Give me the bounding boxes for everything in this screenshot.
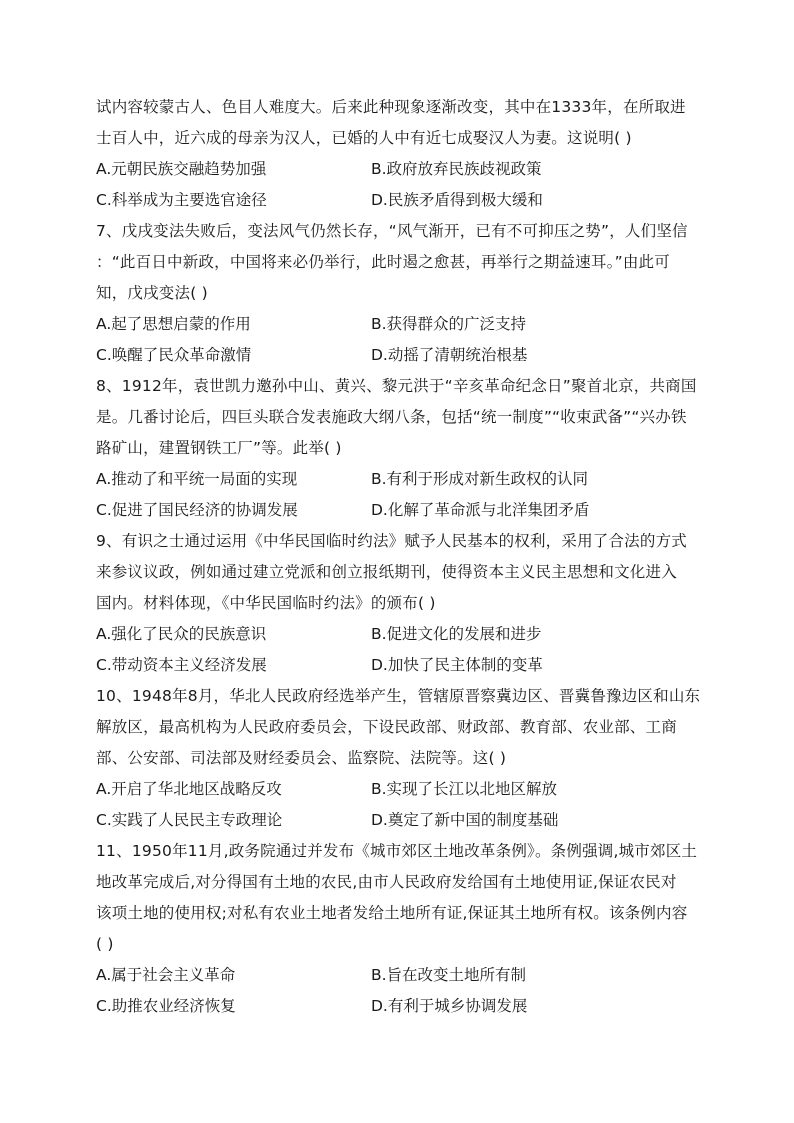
options-row [96,774,702,805]
option-a[interactable]: A.开启了华北地区战略反攻 [96,780,282,798]
option-b[interactable]: B.实现了长江以北地区解放 [371,780,558,798]
options-row [96,805,702,836]
option-d[interactable]: D.化解了革命派与北洋集团矛盾 [371,501,590,519]
options-row [96,340,702,371]
question-list [96,92,702,1022]
option-c[interactable]: C.唤醒了民众革命激情 [96,346,252,364]
option-b[interactable]: B.政府放弃民族歧视政策 [371,160,542,178]
option-a[interactable]: A.属于社会主义革命 [96,966,236,984]
options-row [96,619,702,650]
question-text-line: 解放区，最高机构为人民政府委员会，下设民政部、财政部、教育部、农业部、工商 [96,718,677,736]
question-text-line: 地改革完成后,对分得国有土地的农民,由市人民政府发给国有土地使用证,保证农民对 [96,873,677,891]
option-b[interactable]: B.促进文化的发展和进步 [371,625,542,643]
option-d[interactable]: D.有利于城乡协调发展 [371,997,528,1015]
option-d[interactable]: D.加快了民主体制的变革 [371,656,543,674]
option-d[interactable]: D.民族矛盾得到极大缓和 [371,191,543,209]
option-c[interactable]: C.助推农业经济恢复 [96,997,236,1015]
question-text-line: 11、1950年11月,政务院通过并发布《城市郊区土地改革条例》。条例强调,城市郊区土 [96,842,698,860]
question-text-line: 知，戊戌变法( ) [96,284,208,302]
question-11 [96,836,702,1022]
option-d[interactable]: D.奠定了新中国的制度基础 [371,811,559,829]
options-row [96,960,702,991]
question-text-line: 士百人中，近六成的母亲为汉人，已婚的人中有近七成娶汉人为妻。这说明( ) [96,129,632,147]
question-7 [96,216,702,371]
question-text-line: 国内。材料体现，《中华民国临时约法》的颁布( ) [96,594,436,612]
question-text-line: 10、1948年8月，华北人民政府经选举产生，管辖原晋察冀边区、晋冀鲁豫边区和山东 [96,687,701,705]
option-b[interactable]: B.获得群众的广泛支持 [371,315,527,333]
options-row [96,991,702,1022]
options-row [96,464,702,495]
option-d[interactable]: D.动摇了清朝统治根基 [371,346,528,364]
options-row [96,495,702,526]
option-c[interactable]: C.科举成为主要选官途径 [96,191,267,209]
question-text-line: ：“此百日中新政，中国将来必仍举行，此时遏之愈甚，再举行之期益速耳。”由此可 [96,253,670,271]
question-9 [96,526,702,681]
question-text-line: 来参议议政，例如通过建立党派和创立报纸期刊，使得资本主义民主思想和文化进入 [96,563,677,581]
options-row [96,309,702,340]
option-a[interactable]: A.起了思想启蒙的作用 [96,315,251,333]
option-c[interactable]: C.实践了人民民主专政理论 [96,811,283,829]
question-block-continued [96,92,702,216]
option-b[interactable]: B.有利于形成对新生政权的认同 [371,470,589,488]
question-text-line: 7、戊戌变法失败后，变法风气仍然长存，“风气渐开，已有不可抑压之势”，人们坚信 [96,222,688,240]
question-8 [96,371,702,526]
question-text-line: 8、1912年，袁世凯力邀孙中山、黄兴、黎元洪于“辛亥革命纪念日”聚首北京，共商国 [96,377,697,395]
question-text-line: 是。几番讨论后，四巨头联合发表施政大纲八条，包括“统一制度”“收束武备”“兴办铁 [96,408,687,426]
question-text-line: 路矿山，建置钢铁工厂”等。此举( ) [96,439,342,457]
options-row [96,650,702,681]
option-b[interactable]: B.旨在改变土地所有制 [371,966,527,984]
option-a[interactable]: A.强化了民众的民族意识 [96,625,267,643]
question-text-line: 9、有识之士通过运用《中华民国临时约法》赋予人民基本的权利，采用了合法的方式 [96,532,687,550]
question-text-line: ( ) [96,935,114,953]
option-c[interactable]: C.带动资本主义经济发展 [96,656,267,674]
option-a[interactable]: A.元朝民族交融趋势加强 [96,160,267,178]
question-text-line: 试内容较蒙古人、色目人难度大。后来此种现象逐渐改变，其中在1333年，在所取进 [96,98,686,116]
option-c[interactable]: C.促进了国民经济的协调发展 [96,501,298,519]
question-text-line: 部、公安部、司法部及财经委员会、监察院、法院等。这( ) [96,749,507,767]
options-row [96,154,702,185]
option-a[interactable]: A.推动了和平统一局面的实现 [96,470,298,488]
question-10 [96,681,702,836]
question-text-line: 该项土地的使用权;对私有农业土地者发给土地所有证,保证其土地所有权。该条例内容 [96,904,688,922]
options-row [96,185,702,216]
